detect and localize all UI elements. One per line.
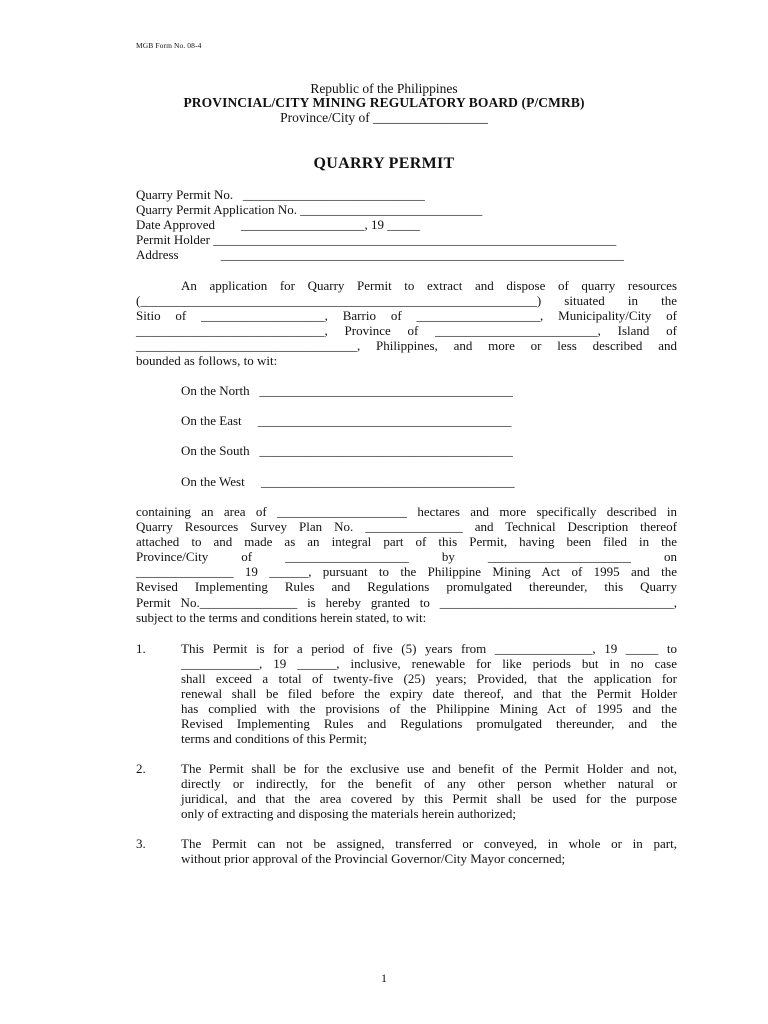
intro-line: Sitio of ___________________, Barrio of ___________________, Municipality/City of [136,308,677,323]
page-number: 1 [381,971,387,985]
item2-line: juridical, and that the area covered by this Permit shall be used for the purpose [181,791,677,806]
item1-line: ____________, 19 ______, inclusive, renewable for like periods but in no case [181,656,677,671]
header-province: Province/City of _________________ [280,110,488,125]
field-date-approved: Date Approved ___________________, 19 _____ [136,217,420,232]
field-permit-no: Quarry Permit No. ____________________________ [136,187,425,202]
intro-line: bounded as follows, to wit: [136,353,278,368]
item1-line: has complied with the provisions of the Philippine Mining Act of 1995 and the [181,701,677,716]
header-board: PROVINCIAL/CITY MINING REGULATORY BOARD (P/CMRB) [183,95,585,110]
item1-line: terms and conditions of this Permit; [181,731,367,746]
item1-line: This Permit is for a period of five (5) years from _______________, 19 _____ to [181,641,677,656]
item1-line: shall exceed a total of twenty-five (25) years; Provided, that the application for [181,671,677,686]
field-application-no: Quarry Permit Application No. ____________________________ [136,202,483,217]
item2-line: directly or indirectly, for the benefit of any other person whether natural or [181,776,677,791]
bound-east: On the East _______________________________________ [181,413,512,428]
intro-line: _____________________________, Province of _________________________, Island of [136,323,677,338]
item3-line: The Permit can not be assigned, transferred or conveyed, in whole or in part, [181,836,677,851]
item1-line: renewal shall be filed before the expiry date thereof, and that the Permit Holder [181,686,677,701]
item3-line: without prior approval of the Provincial Governor/City Mayor concerned; [181,851,566,866]
containing-line: Revised Implementing Rules and Regulations promulgated thereunder, this Quarry [136,579,677,594]
item2-line: The Permit shall be for the exclusive use and benefit of the Permit Holder and not, [181,761,677,776]
intro-line: An application for Quarry Permit to extract and dispose of quarry resources [181,278,677,293]
item-number: 1. [136,641,146,656]
field-address: Address ______________________________________________________________ [136,247,624,262]
item1-line: Revised Implementing Rules and Regulations promulgated thereunder, and the [181,716,677,731]
field-permit-holder: Permit Holder ______________________________________________________________ [136,232,617,247]
containing-line: Permit No._______________ is hereby granted to ____________________________________, [136,595,677,610]
containing-line: Province/City of ___________________ by ______________________ on [136,549,677,564]
containing-line: Quarry Resources Survey Plan No. _______________ and Technical Description thereof [136,519,677,534]
containing-line: _______________ 19 ______, pursuant to the Philippine Mining Act of 1995 and the [136,564,677,579]
item2-line: only of extracting and disposing the materials herein authorized; [181,806,517,821]
header-republic: Republic of the Philippines [310,81,458,96]
containing-line: attached to and made as an integral part of this Permit, having been filed in the [136,534,677,549]
containing-line: subject to the terms and conditions herein stated, to wit: [136,610,427,625]
bound-south: On the South _______________________________________ [181,443,513,458]
containing-line: containing an area of ____________________ hectares and more specifically described in [136,504,677,519]
intro-line: (_____________________________________________________________) situated in the [136,293,677,308]
intro-line: __________________________________, Philippines, and more or less described and [136,338,677,353]
item-number: 2. [136,761,146,776]
bound-north: On the North _______________________________________ [181,383,513,398]
bound-west: On the West _______________________________________ [181,474,515,489]
item-number: 3. [136,836,146,851]
document-title: QUARRY PERMIT [313,155,455,172]
form-number: MGB Form No. 08-4 [136,41,202,50]
